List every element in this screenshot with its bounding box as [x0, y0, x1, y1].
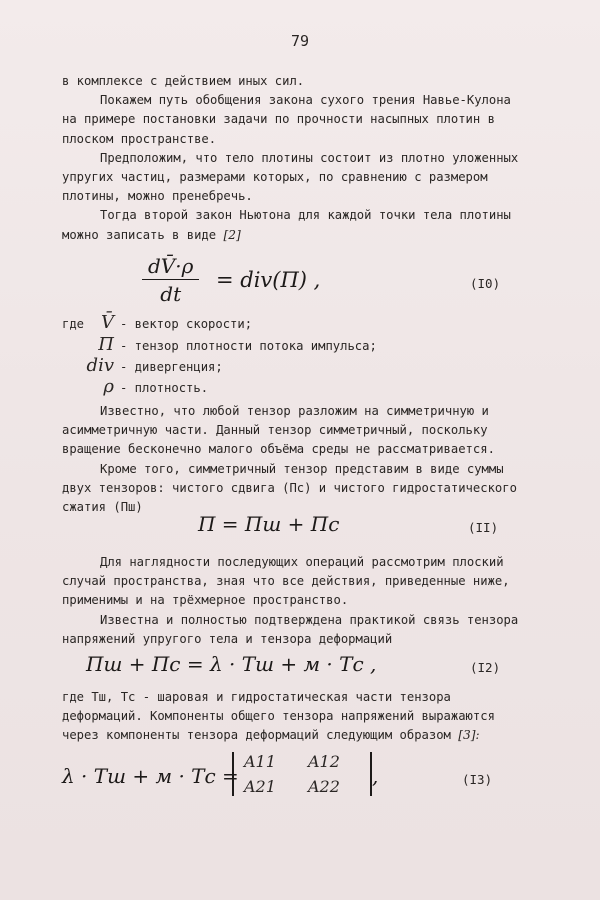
equation-10-denominator: dt — [160, 282, 182, 306]
paragraph: Кроме того, симметричный тензор представим в виде суммы двух тензоров: чистого сдвига (Пс) и чистого гидростатического сжатия (Пш) — [62, 461, 517, 515]
definition-text: - дивергенция; — [120, 360, 223, 374]
reference: [2] — [223, 227, 241, 242]
definition-symbol: П — [98, 334, 114, 355]
paragraph: Известно, что любой тензор разложим на симметричную и асимметричную части. Данный тензор симметричный, поскольку вращение бесконечно малого объёма среды не рассматривается. — [62, 404, 495, 457]
equation-11: П = Пш + Пс — [198, 512, 340, 536]
equation-13-matrix — [232, 752, 372, 796]
definition-text: - плотность. — [120, 381, 209, 395]
text-block-top — [62, 72, 530, 245]
reference: [3]: — [458, 728, 480, 743]
equation-10-number: (I0) — [470, 276, 501, 291]
matrix-cell: A11 — [244, 752, 276, 771]
definition-symbol: ρ — [103, 376, 114, 397]
paragraph: Известна и полностью подтверждена практикой связь тензора напряжений упругого тела и тензора деформаций — [62, 612, 519, 646]
equation-11-number: (II) — [468, 520, 499, 535]
equation-10-rhs: = div(П) , — [216, 268, 321, 292]
definition-row — [62, 376, 208, 397]
matrix-cell: A12 — [308, 752, 340, 771]
definition-row — [62, 355, 223, 376]
definition-symbol: V̄ — [101, 312, 114, 333]
definition-symbol: div — [86, 355, 114, 376]
equation-13-comma: , — [372, 764, 379, 788]
paragraph: Покажем путь обобщения закона сухого трения Навье-Кулона на примере постановки задачи по прочности насыпных плотин в плоском пространстве. — [62, 93, 511, 146]
definition-row — [62, 312, 252, 333]
text-block-bottom — [62, 688, 530, 746]
equation-12-number: (I2) — [470, 660, 501, 675]
equation-13-number: (I3) — [462, 772, 493, 787]
equation-10-numerator: dV̄·ρ — [142, 254, 199, 280]
equation-13-lhs: λ · Тш + м · Тс = — [62, 764, 239, 788]
text-block-middle — [62, 402, 530, 517]
page-number: 79 — [290, 32, 310, 50]
paragraph: Предположим, что тело плотины состоит из плотно уложенных упругих частиц, размерами которых, по сравнению с размером плотины, можно пренебречь. — [62, 150, 519, 204]
matrix-cell: A21 — [244, 777, 276, 796]
definition-text: - тензор плотности потока импульса; — [120, 339, 377, 353]
paragraph — [62, 688, 530, 746]
paragraph-text: где Тш, Тс - шаровая и гидростатическая части тензора деформаций. Компоненты общего тензора напряжений выражаются через компоненты тензора деформаций следующим образом — [62, 690, 495, 743]
definition-intro: где — [62, 317, 85, 331]
definition-row — [62, 334, 377, 355]
equation-10-fraction — [142, 254, 199, 306]
text-block-lower — [62, 553, 530, 649]
paragraph: в комплексе с действием иных сил. — [62, 74, 305, 88]
paragraph: Для наглядности последующих операций рассмотрим плоский случай пространства, зная что все действия, приведенные ниже, применимы и на трёхмерное пространство. — [62, 555, 510, 608]
paragraph — [62, 206, 530, 244]
paragraph-text: Тогда второй закон Ньютона для каждой точки тела плотины можно записать в виде — [62, 208, 511, 242]
matrix-cell: A22 — [308, 777, 340, 796]
equation-12: Пш + Пс = λ · Тш + м · Тс , — [86, 652, 377, 676]
definition-text: - вектор скорости; — [120, 317, 253, 331]
